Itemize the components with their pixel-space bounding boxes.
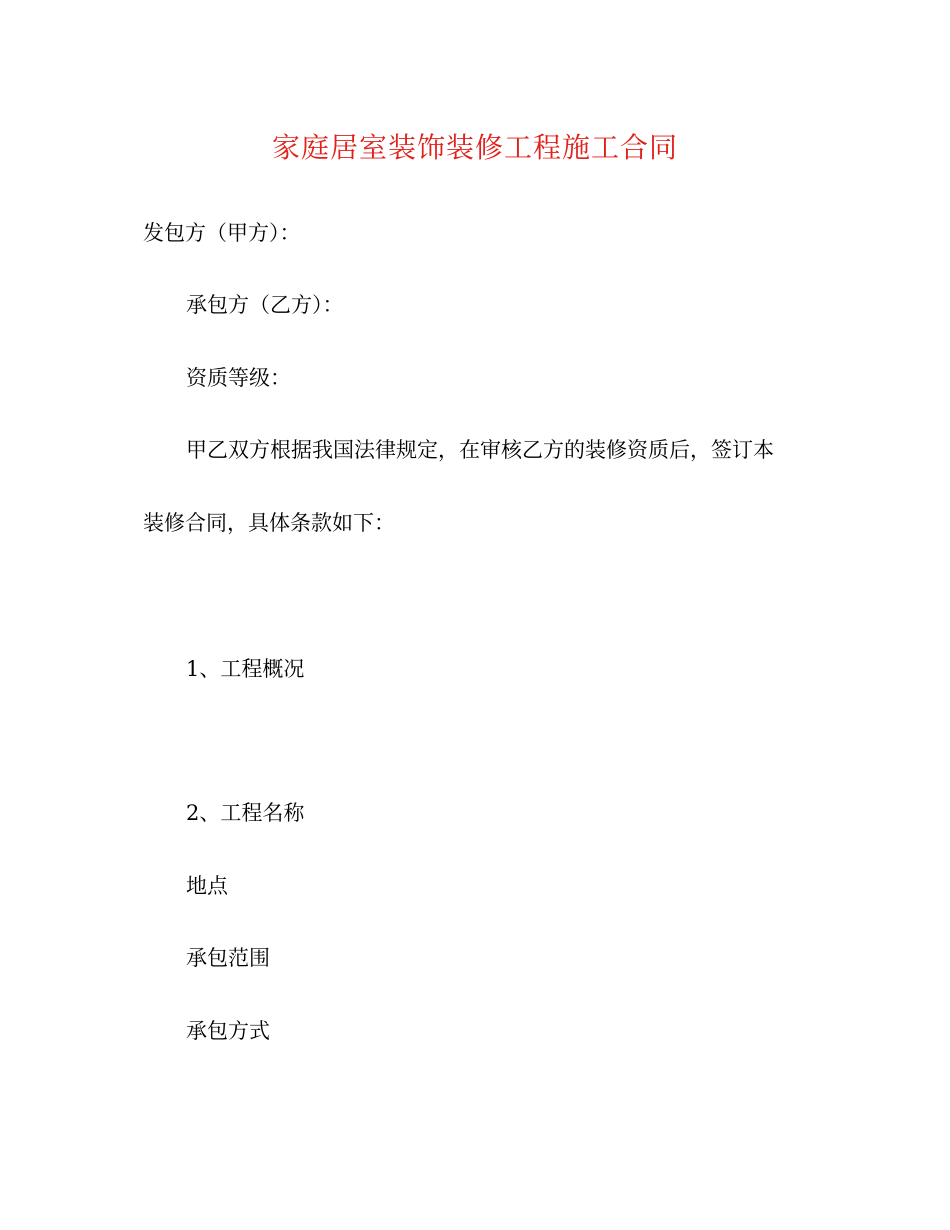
qualification-line: 资质等级： xyxy=(186,366,291,390)
intro-paragraph-line-2: 装修合同，具体条款如下： xyxy=(143,511,395,535)
section-heading-project-overview: 1、工程概况 xyxy=(186,657,305,681)
section-heading-project-name: 2、工程名称 xyxy=(186,801,305,825)
intro-paragraph-line-1: 甲乙双方根据我国法律规定，在审核乙方的装修资质后，签订本 xyxy=(186,438,774,462)
party-b-line: 承包方（乙方）： xyxy=(186,293,344,317)
scope-line: 承包范围 xyxy=(186,946,270,970)
document-title: 家庭居室装饰装修工程施工合同 xyxy=(271,131,678,164)
contract-method-line: 承包方式 xyxy=(186,1019,270,1043)
location-line: 地点 xyxy=(186,874,228,898)
party-a-line: 发包方（甲方）： xyxy=(143,221,301,245)
